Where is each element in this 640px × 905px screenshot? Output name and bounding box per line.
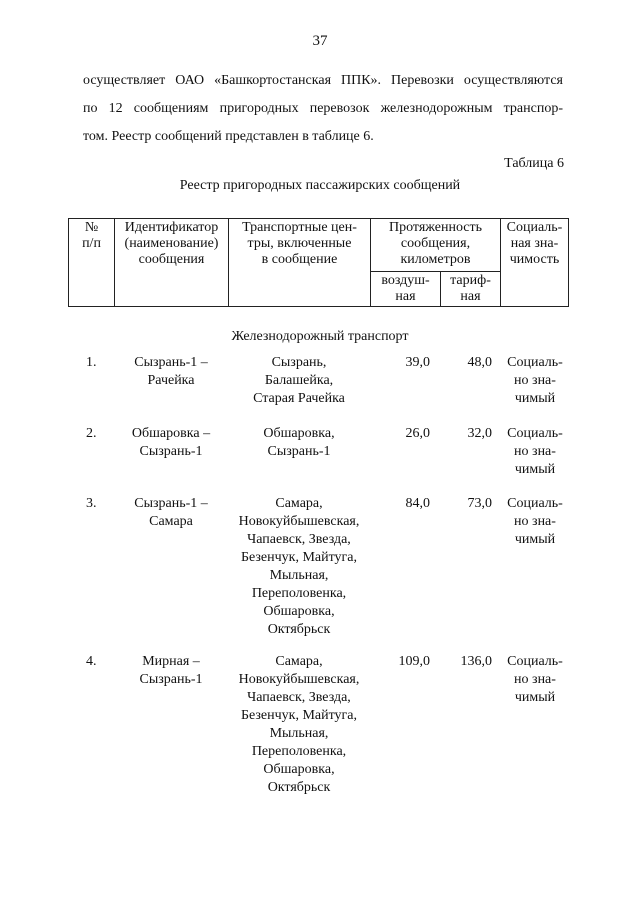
row-social: Социаль- но зна- чимый [507, 496, 563, 547]
row-centers: Самара, Новокуйбышевская, Чапаевск, Звезда, Безенчук, Майтуга, Мыльная, Переполовенка, Обшаровка, Октябрьск [238, 496, 360, 637]
row-tariff-length: 32,0 [467, 426, 492, 441]
row-air-length: 39,0 [405, 355, 430, 370]
row-social: Социаль- но зна- чимый [507, 426, 563, 477]
intro-line: осуществляет ОАО «Башкортостанская ППК». Перевозки осуществляются [83, 73, 563, 88]
intro-line: том. Реестр сообщений представлен в таблице 6. [83, 129, 374, 144]
header-tariff: тариф- ная [441, 272, 501, 307]
table-title: Реестр пригородных пассажирских сообщений [179, 178, 461, 193]
row-social: Социаль- но зна- чимый [507, 654, 563, 705]
intro-paragraph [83, 67, 563, 151]
row-route: Обшаровка – Сызрань-1 [131, 426, 211, 459]
header-air: воздуш- ная [371, 272, 441, 307]
table-label: Таблица 6 [504, 156, 564, 171]
header-route: Идентификатор (наименование) сообщения [115, 219, 229, 307]
row-route: Сызрань-1 – Рачейка [134, 355, 208, 388]
row-route: Мирная – Сызрань-1 [139, 654, 203, 687]
page-number: 37 [312, 33, 328, 49]
header-centers: Транспортные цен- тры, включенные в сообщение [229, 219, 371, 307]
section-title: Железнодорожный транспорт [231, 329, 409, 344]
row-centers: Самара, Новокуйбышевская, Чапаевск, Звезда, Безенчук, Майтуга, Мыльная, Переполовенка, Обшаровка, Октябрьск [238, 654, 360, 795]
row-air-length: 84,0 [405, 496, 430, 511]
row-centers: Сызрань, Балашейка, Старая Рачейка [253, 355, 345, 406]
row-num: 3. [86, 496, 97, 511]
row-num: 1. [86, 355, 97, 370]
row-tariff-length: 73,0 [467, 496, 492, 511]
header-social: Социаль- ная зна- чимость [501, 219, 569, 307]
row-social: Социаль- но зна- чимый [507, 355, 563, 406]
row-tariff-length: 136,0 [460, 654, 492, 669]
row-route: Сызрань-1 – Самара [134, 496, 208, 529]
row-centers: Обшаровка, Сызрань-1 [263, 426, 335, 459]
registry-table-header [68, 218, 569, 307]
row-num: 2. [86, 426, 97, 441]
row-tariff-length: 48,0 [467, 355, 492, 370]
row-air-length: 26,0 [405, 426, 430, 441]
row-air-length: 109,0 [398, 654, 430, 669]
intro-line: по 12 сообщениям пригородных перевозок железнодорожным транспор- [83, 101, 563, 116]
row-num: 4. [86, 654, 97, 669]
header-length: Протяженность сообщения, километров [371, 219, 501, 272]
header-num: № п/п [69, 219, 115, 307]
